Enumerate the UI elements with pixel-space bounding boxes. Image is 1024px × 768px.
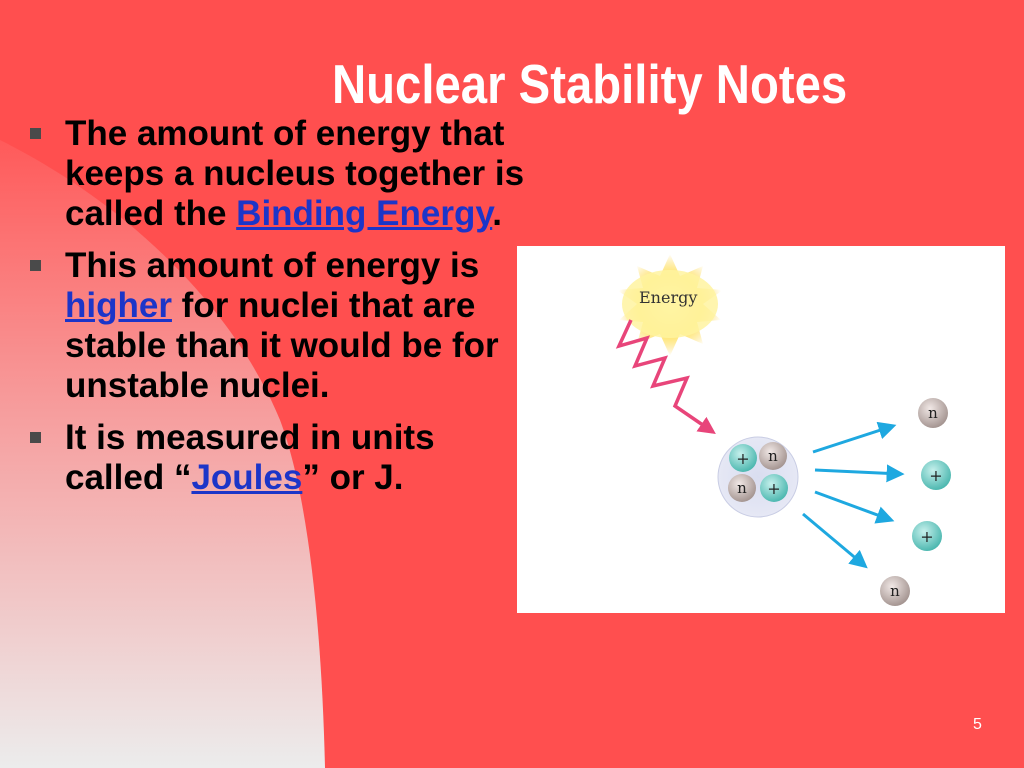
free-proton-icon <box>912 521 942 551</box>
svg-text:+: + <box>920 527 934 546</box>
free-neutron-icon <box>918 398 948 428</box>
bullet-text: This amount of energy is <box>65 246 480 285</box>
bullet-list <box>28 114 528 510</box>
bullet-text: The amount of energy that keeps a nucleus together is called the <box>65 114 525 233</box>
bullet-text-end: ” or J. <box>302 458 404 497</box>
square-bullet-icon <box>30 432 41 443</box>
bullet-item <box>28 418 528 498</box>
svg-text:n: n <box>768 447 778 465</box>
joules-link[interactable]: Joules <box>191 458 303 497</box>
bullet-text-end: . <box>492 194 502 233</box>
binding-energy-link[interactable]: Binding Energy <box>236 194 493 233</box>
bullet-item <box>28 246 528 406</box>
svg-text:n: n <box>737 479 747 497</box>
emission-arrows <box>803 426 901 566</box>
nucleus-icon <box>718 437 798 517</box>
binding-energy-figure <box>517 246 1005 613</box>
bullet-item <box>28 114 528 234</box>
page-number: 5 <box>973 716 982 733</box>
svg-text:+: + <box>736 449 750 468</box>
nucleus-diagram <box>517 246 1005 613</box>
bullet-text-end: for nuclei that are stable than it would be for unstable nuclei. <box>65 286 499 405</box>
svg-text:n: n <box>928 404 938 422</box>
higher-link[interactable]: higher <box>65 286 172 325</box>
svg-text:n: n <box>890 582 900 600</box>
svg-text:+: + <box>929 466 943 485</box>
svg-text:+: + <box>767 479 781 498</box>
free-neutron-icon <box>880 576 910 606</box>
free-proton-icon <box>921 460 951 490</box>
energy-label: Energy <box>639 288 698 307</box>
square-bullet-icon <box>30 128 41 139</box>
square-bullet-icon <box>30 260 41 271</box>
slide-title: Nuclear Stability Notes <box>332 53 848 115</box>
bullet-text: It is measured in units called “ <box>65 418 435 497</box>
